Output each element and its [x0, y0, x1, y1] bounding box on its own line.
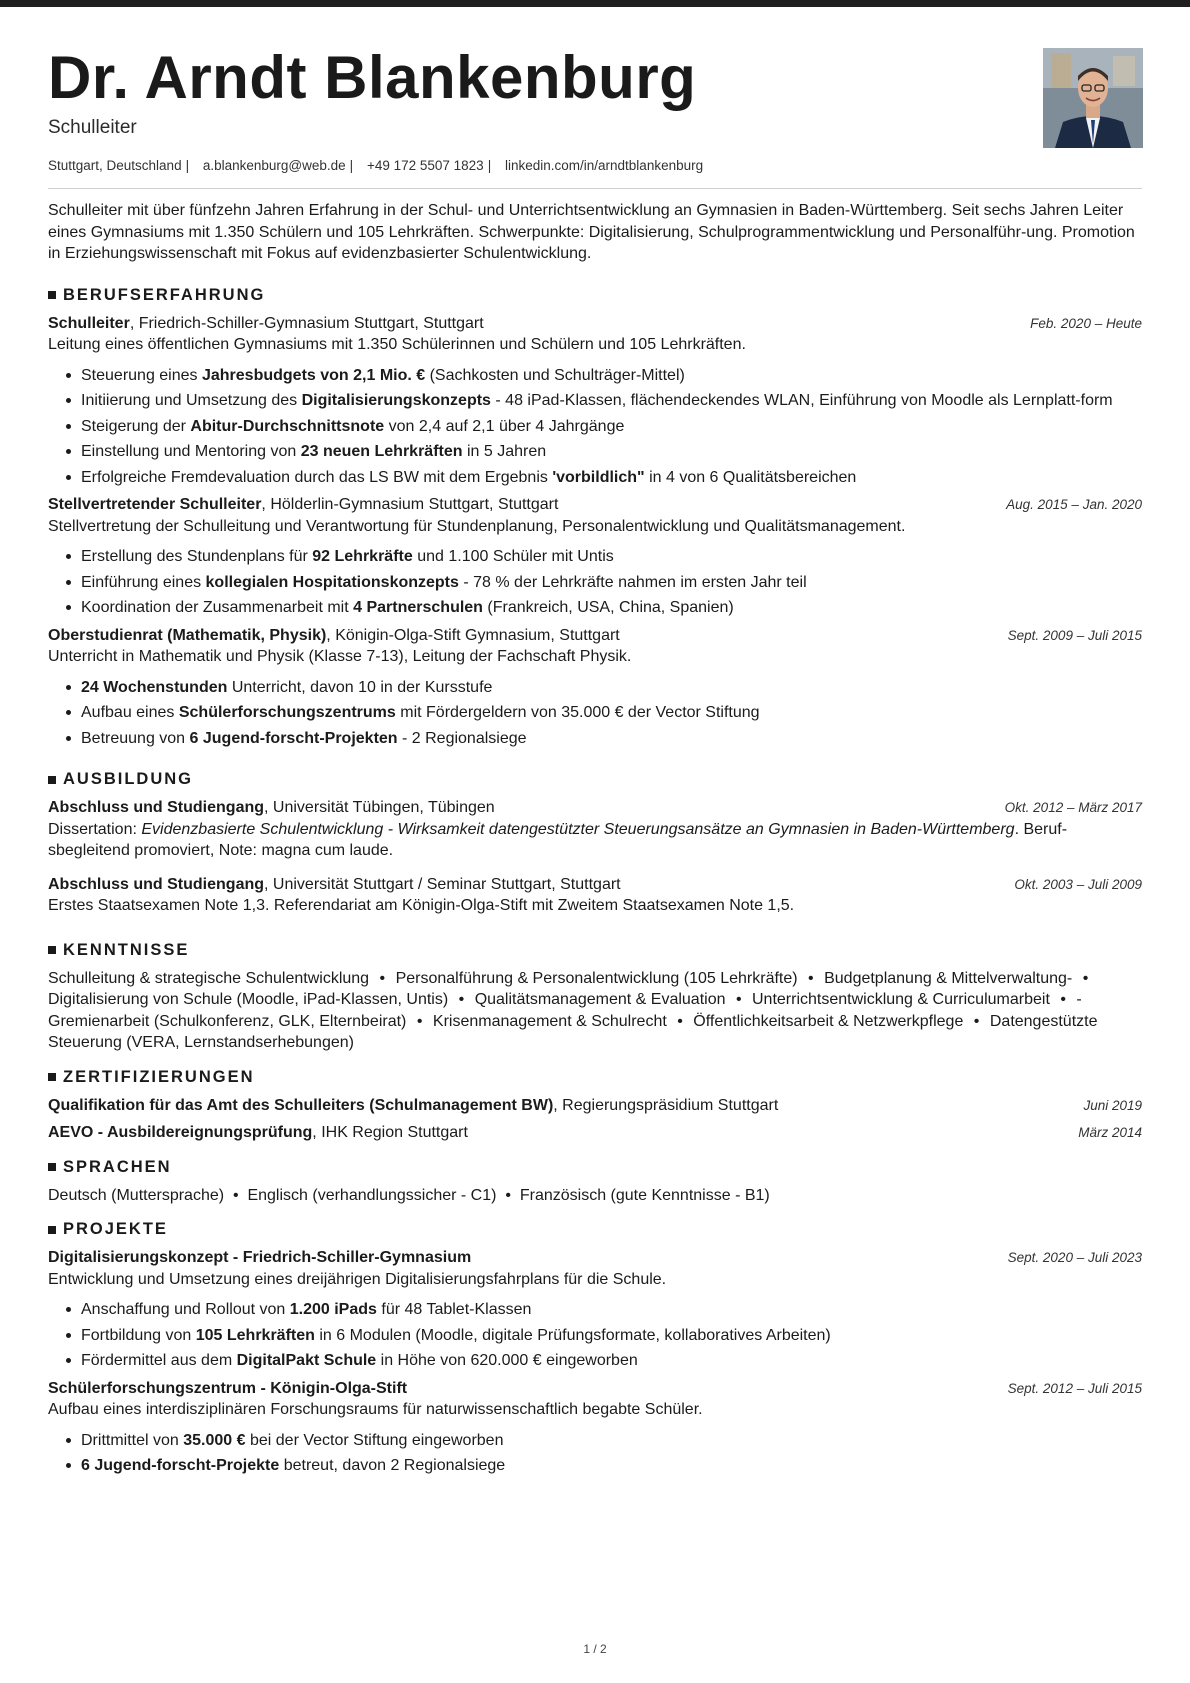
entry-title: Schülerforschungszentrum - Königin-Olga-Stift	[48, 1379, 408, 1397]
profile-photo	[1043, 48, 1143, 148]
entry-title: Stellvertretender Schulleiter	[48, 496, 262, 513]
candidate-role: Schulleiter	[48, 117, 137, 138]
contact-line: Stuttgart, Deutschland | a.blankenburg@web.de | +49 172 5507 1823 | linkedin.com/in/arndtblankenburg	[48, 158, 704, 173]
bullet-item: Anschaffung und Rollout von 1.200 iPads für 48 Tablet-Klassen	[48, 1299, 1142, 1321]
education-entry	[48, 874, 1142, 917]
section-projects: PROJEKTE	[48, 1220, 1142, 1239]
section-experience: BERUFSERFAHRUNG	[48, 286, 1142, 305]
bullet-item: Aufbau eines Schülerforschungszentrums mit Fördergeldern von 35.000 € der Vector Stiftung	[48, 702, 1142, 724]
bullet-item: Steuerung eines Jahresbudgets von 2,1 Mio. € (Sachkosten und Schulträger-Mittel)	[48, 365, 1142, 387]
experience-entry	[48, 313, 1142, 489]
entry-description: Entwicklung und Umsetzung eines dreijährigen Digitalisierungsfahrplans für die Schule.	[48, 1270, 667, 1288]
entry-bullets	[48, 677, 1142, 750]
contact-email[interactable]: a.blankenburg@web.de	[202, 158, 346, 173]
project-entry	[48, 1378, 1142, 1477]
entry-title: Abschluss und Studiengang	[48, 875, 265, 893]
entry-org: , Friedrich-Schiller-Gymnasium Stuttgart, Stuttgart	[129, 314, 484, 332]
summary-text: Schulleiter mit über fünfzehn Jahren Erfahrung in der Schul- und Unterrichtsentwicklung an Gymnasien in Baden-Württemberg. Seit sechs Jahren Leiter eines Gymnasiums mit 1.350 Schülern und 105 Lehrkräften. Schwerpunkte: Digitalisierung, Schulprogrammentwicklung und Personalführ-ung. Promotion in Erziehungswissenschaft mit Fokus auf evidenzbasierter Schulentwicklung.	[48, 202, 1135, 262]
bullet-item: Drittmittel von 35.000 € bei der Vector Stiftung eingeworben	[48, 1430, 1142, 1452]
education-entry	[48, 797, 1142, 862]
bullet-item: Einstellung und Mentoring von 23 neuen Lehrkräften in 5 Jahren	[48, 441, 1142, 463]
contact-location: Stuttgart, Deutschland	[48, 158, 182, 173]
experience-entry	[48, 494, 1142, 619]
entry-title: Abschluss und Studiengang	[48, 799, 265, 816]
page-number: 1 / 2	[583, 1642, 607, 1656]
entry-date: Sept. 2012 – Juli 2015	[1007, 1380, 1142, 1396]
bullet-item: Betreuung von 6 Jugend-forscht-Projekten - 2 Regionalsiege	[48, 728, 1142, 750]
section-certifications: ZERTIFIZIERUNGEN	[48, 1068, 1142, 1087]
entry-title: Oberstudienrat (Mathematik, Physik)	[48, 626, 327, 644]
entry-bullets	[48, 365, 1142, 489]
project-entry	[48, 1247, 1142, 1372]
contact-linkedin[interactable]: linkedin.com/in/arndtblankenburg	[504, 158, 704, 173]
entry-org: , Hölderlin-Gymnasium Stuttgart, Stuttgart	[261, 496, 559, 513]
top-bar	[0, 0, 1190, 7]
resume-body	[48, 200, 1142, 1481]
experience-entry	[48, 625, 1142, 750]
header-divider	[48, 188, 1142, 189]
languages-list: Deutsch (Muttersprache) • Englisch (verhandlungssicher - C1) • Französisch (gute Kenntnisse - B1)	[48, 1186, 770, 1204]
entry-description: Aufbau eines interdisziplinären Forschungsraums für naturwissenschaftlich begabte Schüler.	[48, 1401, 703, 1418]
entry-org: , Universität Stuttgart / Seminar Stuttgart, Stuttgart	[264, 875, 621, 893]
entry-bullets	[48, 546, 1142, 619]
bullet-item: 24 Wochenstunden Unterricht, davon 10 in der Kursstufe	[48, 677, 1142, 699]
entry-title: Schulleiter	[48, 314, 130, 332]
candidate-name: Dr. Arndt Blankenburg	[48, 44, 697, 111]
bullet-item: Fördermittel aus dem DigitalPakt Schule in Höhe von 620.000 € eingeworben	[48, 1350, 1142, 1372]
cert-entry: AEVO - Ausbildereignungsprüfung, IHK Region Stuttgart März 2014	[48, 1124, 1142, 1141]
entry-bullets	[48, 1299, 1142, 1372]
entry-date: Aug. 2015 – Jan. 2020	[1006, 497, 1142, 512]
bullet-item: 6 Jugend-forscht-Projekte betreut, davon 2 Regionalsiege	[48, 1455, 1142, 1477]
entry-date: Sept. 2020 – Juli 2023	[1007, 1250, 1142, 1265]
section-skills: KENNTNISSE	[48, 941, 1142, 960]
bullet-item: Einführung eines kollegialen Hospitationskonzepts - 78 % der Lehrkräfte nahmen im ersten Jahr teil	[48, 572, 1142, 594]
cert-entry: Qualifikation für das Amt des Schulleiters (Schulmanagement BW), Regierungspräsidium Stuttgart Juni 2019	[48, 1096, 1142, 1114]
entry-org: , Universität Tübingen, Tübingen	[264, 799, 495, 816]
bullet-item: Erfolgreiche Fremdevaluation durch das LS BW mit dem Ergebnis 'vorbildlich" in 4 von 6 Qualitätsbereichen	[48, 467, 1142, 489]
entry-bullets	[48, 1430, 1142, 1477]
bullet-item: Koordination der Zusammenarbeit mit 4 Partnerschulen (Frankreich, USA, China, Spanien)	[48, 597, 1142, 619]
entry-date: Okt. 2012 – März 2017	[1004, 800, 1142, 815]
entry-description: Dissertation: Evidenzbasierte Schulentwicklung - Wirksamkeit datengestützter Steuerungsansätze an Gymnasien in Baden-Württemberg. Beruf-sbegleitend promoviert, Note: magna cum laude.	[48, 820, 1068, 859]
section-education: AUSBILDUNG	[48, 770, 1142, 789]
entry-date: Feb. 2020 – Heute	[1030, 315, 1142, 331]
entry-date: Sept. 2009 – Juli 2015	[1007, 627, 1142, 643]
section-languages: SPRACHEN	[48, 1158, 1142, 1177]
contact-phone[interactable]: +49 172 5507 1823	[366, 158, 484, 173]
bullet-item: Steigerung der Abitur-Durchschnittsnote von 2,4 auf 2,1 über 4 Jahrgänge	[48, 416, 1142, 438]
entry-description: Stellvertretung der Schulleitung und Verantwortung für Stundenplanung, Personalentwicklung und Qualitätsmanagement.	[48, 517, 906, 535]
entry-description: Leitung eines öffentlichen Gymnasiums mit 1.350 Schülerinnen und Schülern und 105 Lehrkräften.	[48, 336, 746, 353]
skills-list: Schulleitung & strategische Schulentwicklung • Personalführung & Personalentwicklung (105 Lehrkräfte) • Budgetplanung & Mittelverwaltung- • Digitalisierung von Schule (Moodle, iPad-Klassen, Untis) • Qualitätsmanagement & Evaluation • Unterrichtsentwicklung & Curriculumarbeit • -Gremienarbeit (Schulkonferenz, GLK, Elternbeirat) • Krisenmanagement & Schulrecht • Öffentlichkeitsarbeit & Netzwerkpflege • Datengestützte Steuerung (VERA, Lernstandserhebungen)	[48, 969, 1098, 1051]
entry-description: Erstes Staatsexamen Note 1,3. Referendariat am Königin-Olga-Stift mit Zweitem Staatsexamen Note 1,5.	[48, 897, 795, 914]
entry-title: Digitalisierungskonzept - Friedrich-Schiller-Gymnasium	[48, 1249, 472, 1266]
entry-description: Unterricht in Mathematik und Physik (Klasse 7-13), Leitung der Fachschaft Physik.	[48, 648, 632, 665]
entry-org: , Königin-Olga-Stift Gymnasium, Stuttgart	[326, 626, 620, 644]
bullet-item: Fortbildung von 105 Lehrkräften in 6 Modulen (Moodle, digitale Prüfungsformate, kollaboratives Arbeiten)	[48, 1325, 1142, 1347]
bullet-item: Erstellung des Stundenplans für 92 Lehrkräfte und 1.100 Schüler mit Untis	[48, 546, 1142, 568]
entry-date: Okt. 2003 – Juli 2009	[1014, 876, 1142, 892]
bullet-item: Initiierung und Umsetzung des Digitalisierungskonzepts - 48 iPad-Klassen, flächendeckendes WLAN, Einführung von Moodle als Lernplatt-form	[48, 390, 1142, 412]
